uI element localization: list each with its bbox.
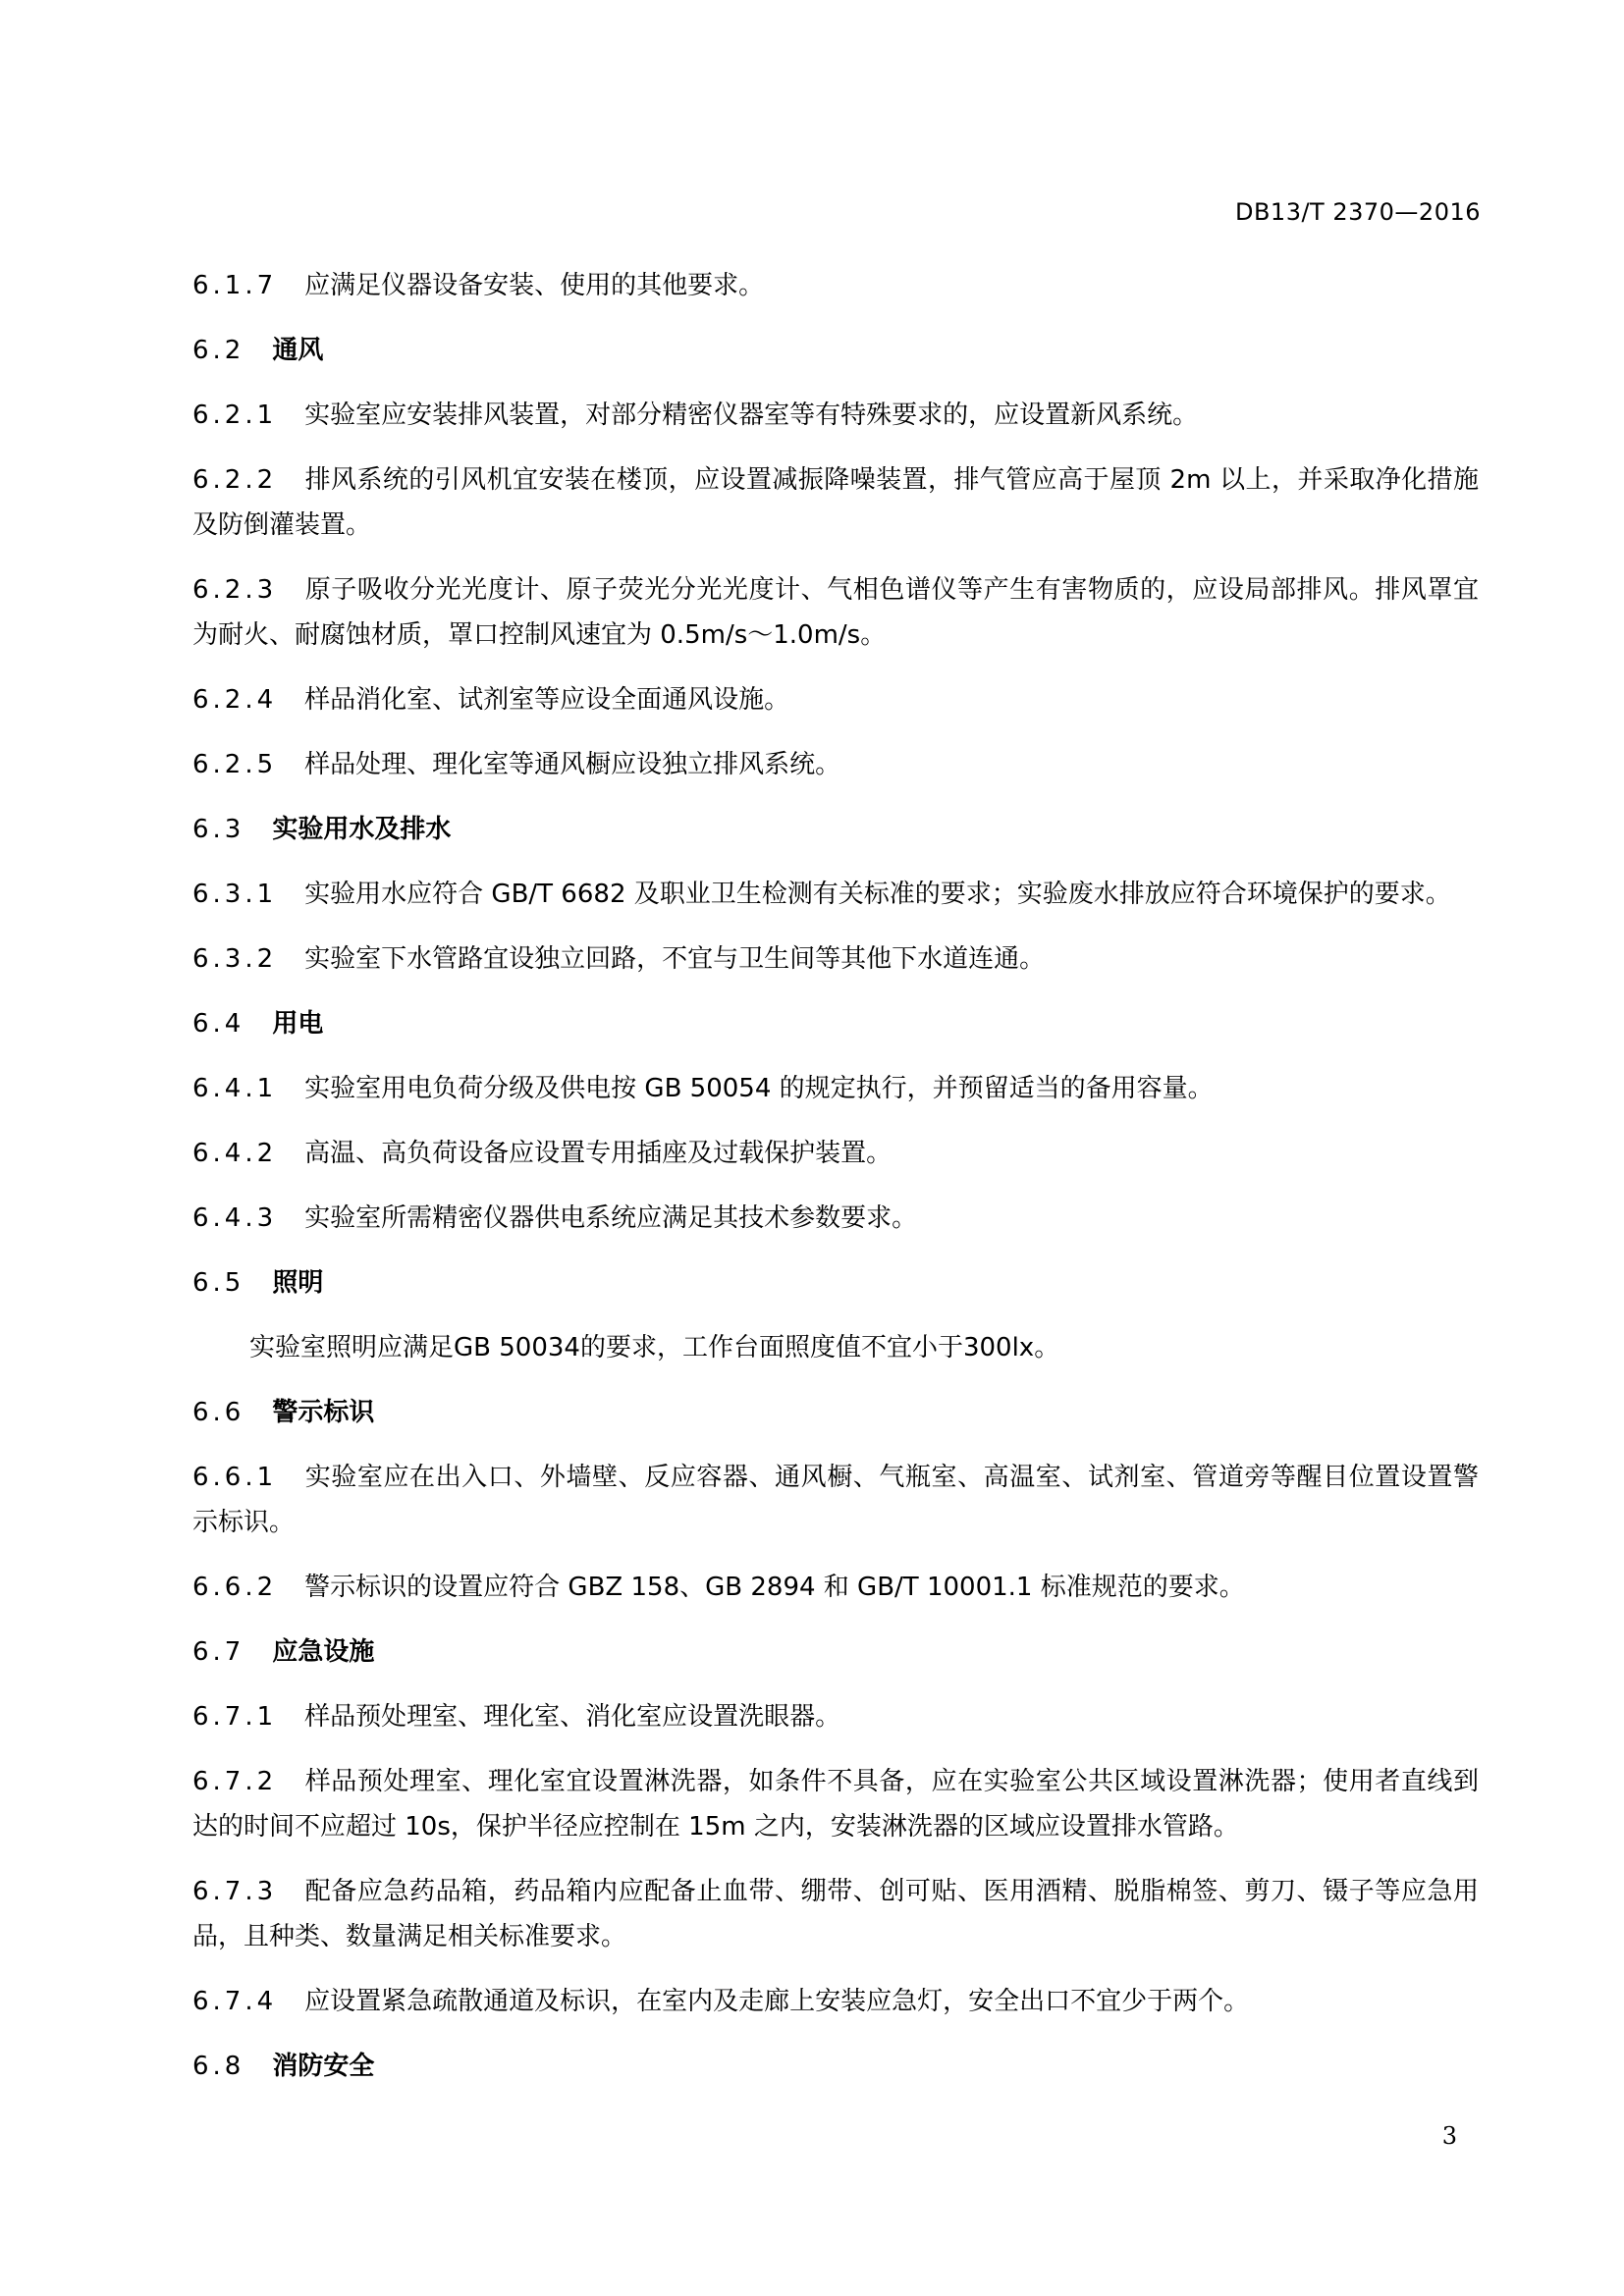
paragraph-text: 样品预处理室、理化室宜设置淋洗器，如条件不具备，应在实验室公共区域设置淋洗器；使用者直线到达的时间不应超过 10s，保护半径应控制在 15m 之内，安装淋洗器的区域应设置排水管路。 [192, 1767, 1479, 1842]
paragraph-text: 实验用水及排水 [272, 815, 452, 844]
clause-paragraph [192, 1565, 1479, 1610]
paragraph-text: 配备应急药品箱，药品箱内应配备止血带、绷带、创可贴、医用酒精、脱脂棉签、剪刀、镊子等应急用品，且种类、数量满足相关标准要求。 [192, 1877, 1479, 1951]
paragraph-text: 消防安全 [272, 2052, 375, 2081]
paragraph-text: 排风系统的引风机宜安装在楼顶，应设置减振降噪装置，排气管应高于屋顶 2m 以上，并采取净化措施及防倒灌装置。 [192, 465, 1479, 540]
paragraph-text: 照明 [272, 1268, 324, 1298]
clause-number: 6.4 [192, 1009, 245, 1039]
clause-number: 6.2.1 [192, 400, 278, 430]
clause-number: 6.3.2 [192, 944, 278, 974]
clause-number: 6.6.2 [192, 1573, 278, 1602]
clause-number: 6.4.2 [192, 1139, 278, 1168]
section-heading [192, 2044, 1479, 2089]
document-body [192, 263, 1479, 2109]
clause-paragraph [192, 936, 1479, 982]
paragraph-text: 样品处理、理化室等通风橱应设独立排风系统。 [304, 750, 841, 779]
clause-number: 6.7.2 [192, 1767, 278, 1796]
clause-paragraph [192, 1196, 1479, 1241]
paragraph-text: 应设置紧急疏散通道及标识，在室内及走廊上安装应急灯，安全出口不宜少于两个。 [304, 1987, 1250, 2016]
paragraph-text: 用电 [272, 1009, 324, 1039]
clause-number: 6.6.1 [192, 1463, 278, 1492]
clause-number: 6.7.1 [192, 1702, 278, 1732]
paragraph-text: 通风 [272, 336, 324, 365]
clause-number: 6.8 [192, 2052, 245, 2081]
paragraph-text: 样品消化室、试剂室等应设全面通风设施。 [304, 685, 790, 715]
clause-number: 6.2 [192, 336, 245, 365]
section-heading [192, 1390, 1479, 1435]
clause-paragraph [192, 1979, 1479, 2024]
paragraph-text: 实验室应在出入口、外墙壁、反应容器、通风橱、气瓶室、高温室、试剂室、管道旁等醒目位置设置警示标识。 [192, 1463, 1479, 1537]
clause-number: 6.3.1 [192, 880, 278, 909]
clause-paragraph [192, 742, 1479, 787]
clause-number: 6.2.2 [192, 465, 278, 495]
paragraph-text: 实验室用电负荷分级及供电按 GB 50054 的规定执行，并预留适当的备用容量。 [304, 1074, 1214, 1103]
paragraph-text: 实验室所需精密仪器供电系统应满足其技术参数要求。 [304, 1203, 918, 1233]
section-heading [192, 1629, 1479, 1675]
clause-number: 6.7.4 [192, 1987, 278, 2016]
section-heading [192, 1001, 1479, 1046]
paragraph-text: 高温、高负荷设备应设置专用插座及过载保护装置。 [304, 1139, 893, 1168]
clause-paragraph [192, 567, 1479, 658]
clause-paragraph [192, 457, 1479, 548]
clause-number: 6.2.3 [192, 575, 278, 605]
clause-paragraph [192, 1455, 1479, 1545]
clause-number: 6.4.1 [192, 1074, 278, 1103]
paragraph-text: 实验室照明应满足GB 50034的要求，工作台面照度值不宜小于300lx。 [249, 1333, 1060, 1362]
paragraph-text: 应急设施 [272, 1637, 375, 1667]
paragraph-text: 警示标识的设置应符合 GBZ 158、GB 2894 和 GB/T 10001.1 标准规范的要求。 [304, 1573, 1245, 1602]
clause-number: 6.3 [192, 815, 245, 844]
clause-number: 6.2.4 [192, 685, 278, 715]
section-heading [192, 807, 1479, 852]
clause-paragraph [192, 872, 1479, 917]
document-code: DB13/T 2370—2016 [1234, 198, 1481, 226]
clause-paragraph [192, 393, 1479, 438]
clause-paragraph [192, 1759, 1479, 1849]
section-heading [192, 328, 1479, 373]
paragraph-text: 警示标识 [272, 1398, 375, 1427]
paragraph-text: 实验室下水管路宜设独立回路，不宜与卫生间等其他下水道连通。 [304, 944, 1046, 974]
paragraph-text: 样品预处理室、理化室、消化室应设置洗眼器。 [304, 1702, 841, 1732]
clause-number: 6.6 [192, 1398, 245, 1427]
clause-number: 6.1.7 [192, 271, 278, 300]
section-heading [192, 1260, 1479, 1306]
clause-paragraph [192, 263, 1479, 308]
clause-paragraph [192, 1694, 1479, 1739]
paragraph-text: 实验室应安装排风装置，对部分精密仪器室等有特殊要求的，应设置新风系统。 [304, 400, 1199, 430]
clause-paragraph [192, 677, 1479, 722]
paragraph-text: 实验用水应符合 GB/T 6682 及职业卫生检测有关标准的要求；实验废水排放应符合环境保护的要求。 [304, 880, 1451, 909]
page-number: 3 [1441, 2122, 1457, 2150]
clause-paragraph [192, 1066, 1479, 1111]
clause-number: 6.7.3 [192, 1877, 278, 1906]
body-paragraph [192, 1325, 1479, 1370]
paragraph-text: 应满足仪器设备安装、使用的其他要求。 [304, 271, 765, 300]
clause-paragraph [192, 1131, 1479, 1176]
clause-paragraph [192, 1869, 1479, 1959]
clause-number: 6.5 [192, 1268, 245, 1298]
clause-number: 6.2.5 [192, 750, 278, 779]
paragraph-text: 原子吸收分光光度计、原子荧光分光光度计、气相色谱仪等产生有害物质的，应设局部排风。排风罩宜为耐火、耐腐蚀材质，罩口控制风速宜为 0.5m/s～1.0m/s。 [192, 575, 1479, 650]
clause-number: 6.4.3 [192, 1203, 278, 1233]
clause-number: 6.7 [192, 1637, 245, 1667]
